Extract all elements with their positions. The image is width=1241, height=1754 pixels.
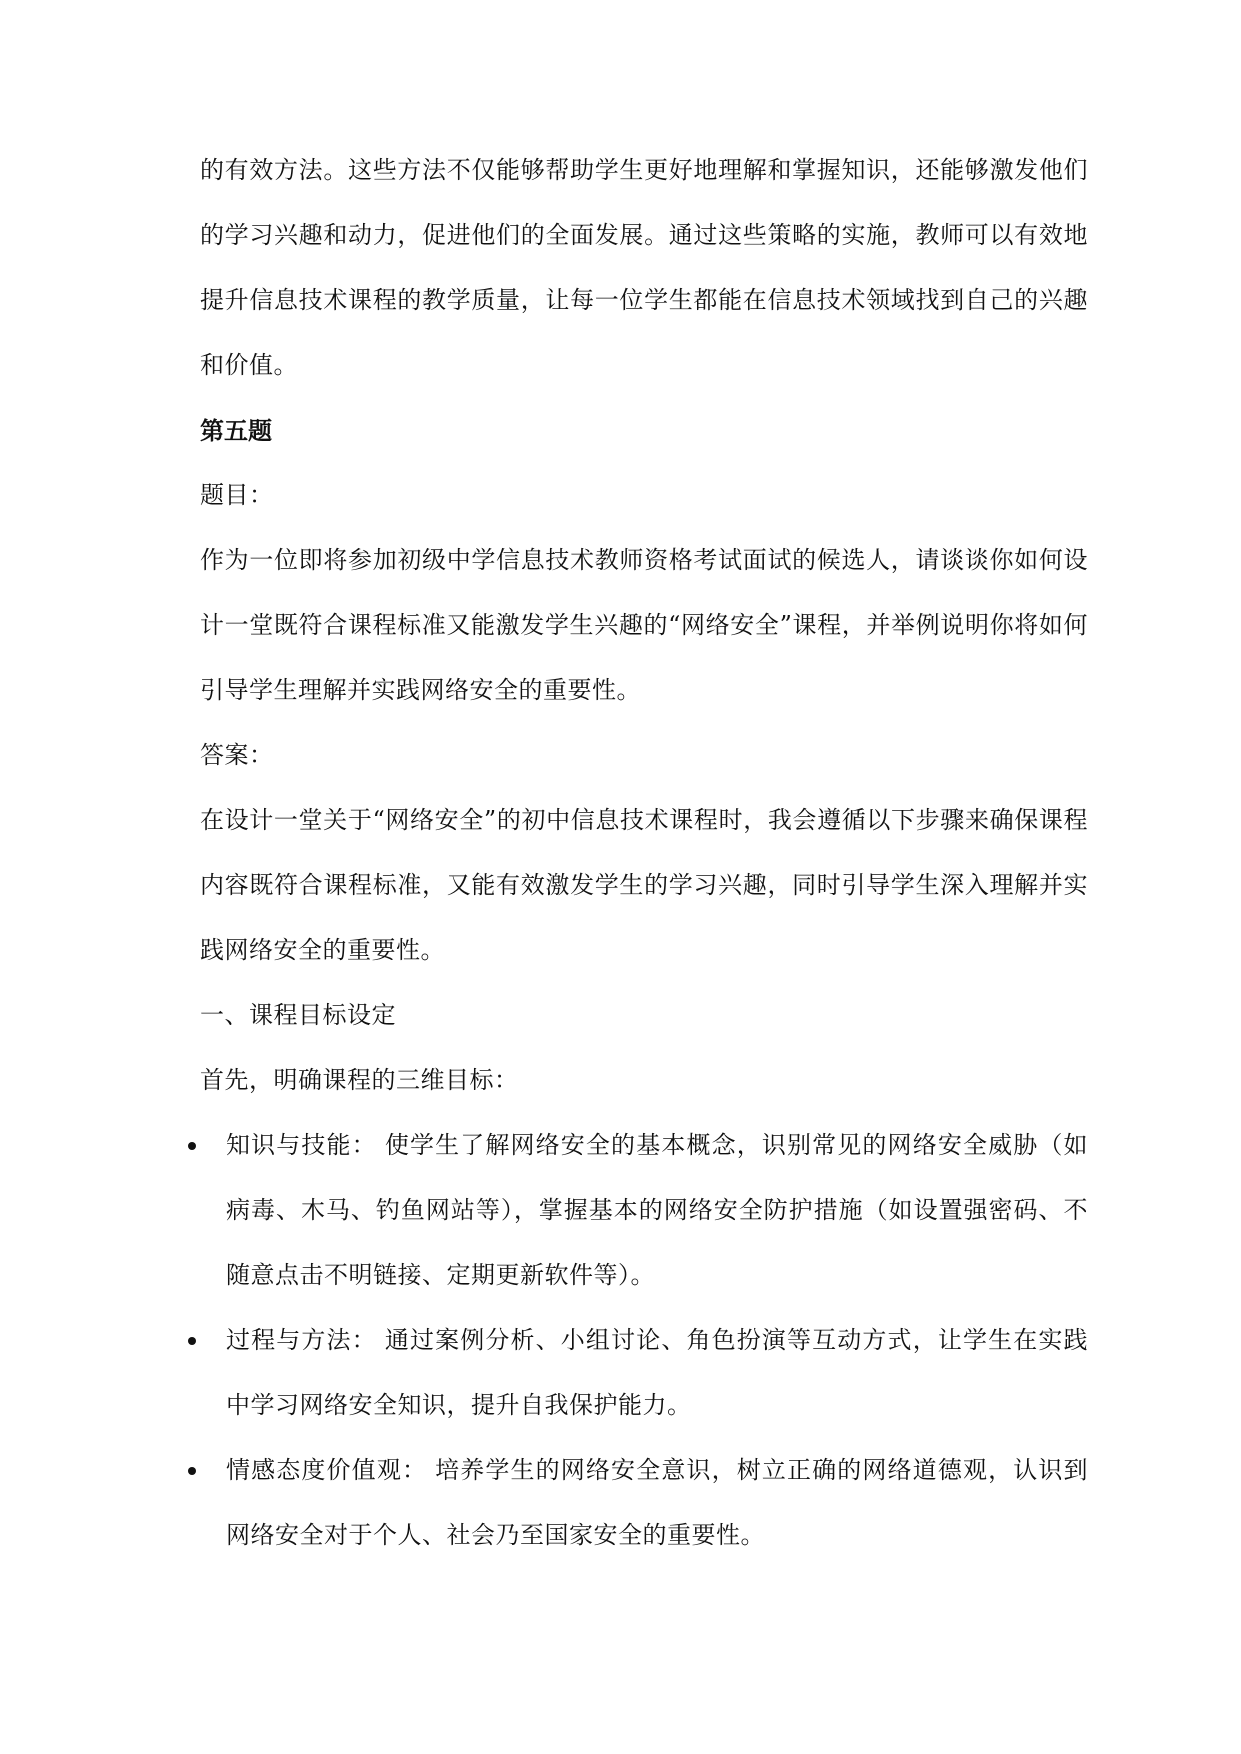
list-item [200, 1438, 1088, 1568]
goal-text: 使学生了解网络安全的基本概念，识别常见的网络安全威胁（如病毒、木马、钓鱼网站等），掌握基本的网络安全防护措施（如设置强密码、不随意点击不明链接、定期更新软件等）。 [226, 1131, 1089, 1289]
intro-paragraph: 的有效方法。这些方法不仅能够帮助学生更好地理解和掌握知识，还能够激发他们的学习兴趣和动力，促进他们的全面发展。通过这些策略的实施，教师可以有效地提升信息技术课程的教学质量，让每一位学生都能在信息技术领域找到自己的兴趣和价值。 [200, 156, 1088, 379]
goal-label: 知识与技能： [226, 1131, 377, 1159]
bullet-icon [188, 1337, 196, 1345]
question-label: 题目： [200, 481, 274, 509]
bullet-icon [188, 1142, 196, 1150]
answer-label: 答案： [200, 741, 274, 769]
goal-text: 培养学生的网络安全意识，树立正确的网络道德观，认识到网络安全对于个人、社会乃至国家安全的重要性。 [226, 1456, 1089, 1549]
answer-intro: 在设计一堂关于“网络安全”的初中信息技术课程时，我会遵循以下步骤来确保课程内容既符合课程标准，又能有效激发学生的学习兴趣，同时引导学生深入理解并实践网络安全的重要性。 [200, 806, 1088, 964]
subsection-title: 一、课程目标设定 [200, 1001, 396, 1029]
goal-label: 情感态度价值观： [226, 1456, 428, 1484]
document-content [200, 138, 1088, 1568]
list-item [200, 1113, 1088, 1308]
list-item [200, 1308, 1088, 1438]
goals-list [200, 1113, 1088, 1568]
goals-intro: 首先，明确课程的三维目标： [200, 1066, 519, 1094]
bullet-icon [188, 1467, 196, 1475]
goal-text: 通过案例分析、小组讨论、角色扮演等互动方式，让学生在实践中学习网络安全知识，提升自我保护能力。 [226, 1326, 1089, 1419]
goal-label: 过程与方法： [226, 1326, 377, 1354]
question-text: 作为一位即将参加初级中学信息技术教师资格考试面试的候选人，请谈谈你如何设计一堂既符合课程标准又能激发学生兴趣的“网络安全”课程，并举例说明你将如何引导学生理解并实践网络安全的重要性。 [200, 546, 1088, 704]
section-title: 第五题 [200, 416, 272, 445]
